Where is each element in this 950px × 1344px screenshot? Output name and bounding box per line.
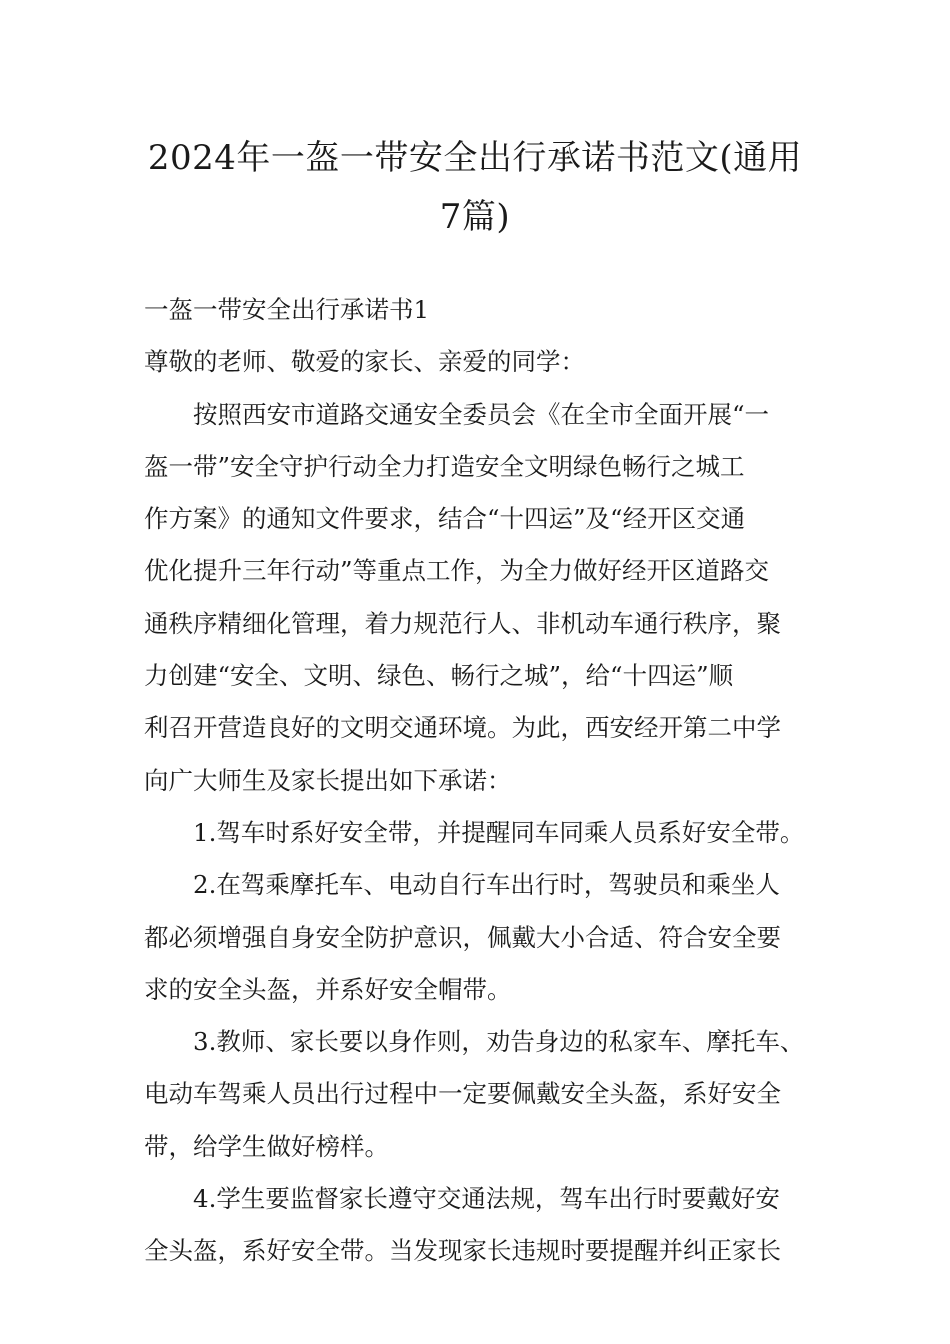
pledge-item-4: 4.学生要监督家长遵守交通法规，驾车出行时要戴好安 <box>193 1184 780 1214</box>
document-title-line-2: 7篇) <box>439 197 511 237</box>
paragraph-line: 利召开营造良好的文明交通环境。为此，西安经开第二中学 <box>144 713 781 743</box>
paragraph-line: 按照西安市道路交通安全委员会《在全市全面开展“一 <box>193 399 770 429</box>
document-body <box>144 284 834 1278</box>
paragraph-line: 电动车驾乘人员出行过程中一定要佩戴安全头盔，系好安全 <box>144 1079 781 1109</box>
pledge-item-2: 2.在驾乘摩托车、电动自行车出行时，驾驶员和乘坐人 <box>193 870 780 900</box>
paragraph-line: 带，给学生做好榜样。 <box>144 1131 389 1161</box>
paragraph-line: 通秩序精细化管理，着力规范行人、非机动车通行秩序，聚 <box>144 608 781 638</box>
paragraph-line: 都必须增强自身安全防护意识，佩戴大小合适、符合安全要 <box>144 922 781 952</box>
salutation: 尊敬的老师、敬爱的家长、亲爱的同学： <box>144 347 585 377</box>
paragraph-line: 求的安全头盔，并系好安全帽带。 <box>144 974 512 1004</box>
paragraph-line: 全头盔，系好安全带。当发现家长违规时要提醒并纠正家长 <box>144 1236 781 1266</box>
paragraph-line: 盔一带”安全守护行动全力打造安全文明绿色畅行之城工 <box>144 451 745 481</box>
paragraph-line: 力创建“安全、文明、绿色、畅行之城”，给“十四运”顺 <box>144 661 734 691</box>
paragraph-line: 向广大师生及家长提出如下承诺： <box>144 765 512 795</box>
paragraph-line: 优化提升三年行动”等重点工作，为全力做好经开区道路交 <box>144 556 770 586</box>
paragraph-line: 作方案》的通知文件要求，结合“十四运”及“经开区交通 <box>144 504 746 534</box>
pledge-item-3: 3.教师、家长要以身作则，劝告身边的私家车、摩托车、 <box>193 1027 805 1057</box>
section-heading: 一盔一带安全出行承诺书1 <box>144 295 430 324</box>
pledge-item-1: 1.驾车时系好安全带，并提醒同车同乘人员系好安全带。 <box>193 817 805 847</box>
document-title-line-1: 2024年一盔一带安全出行承诺书范文(通用 <box>147 138 803 178</box>
